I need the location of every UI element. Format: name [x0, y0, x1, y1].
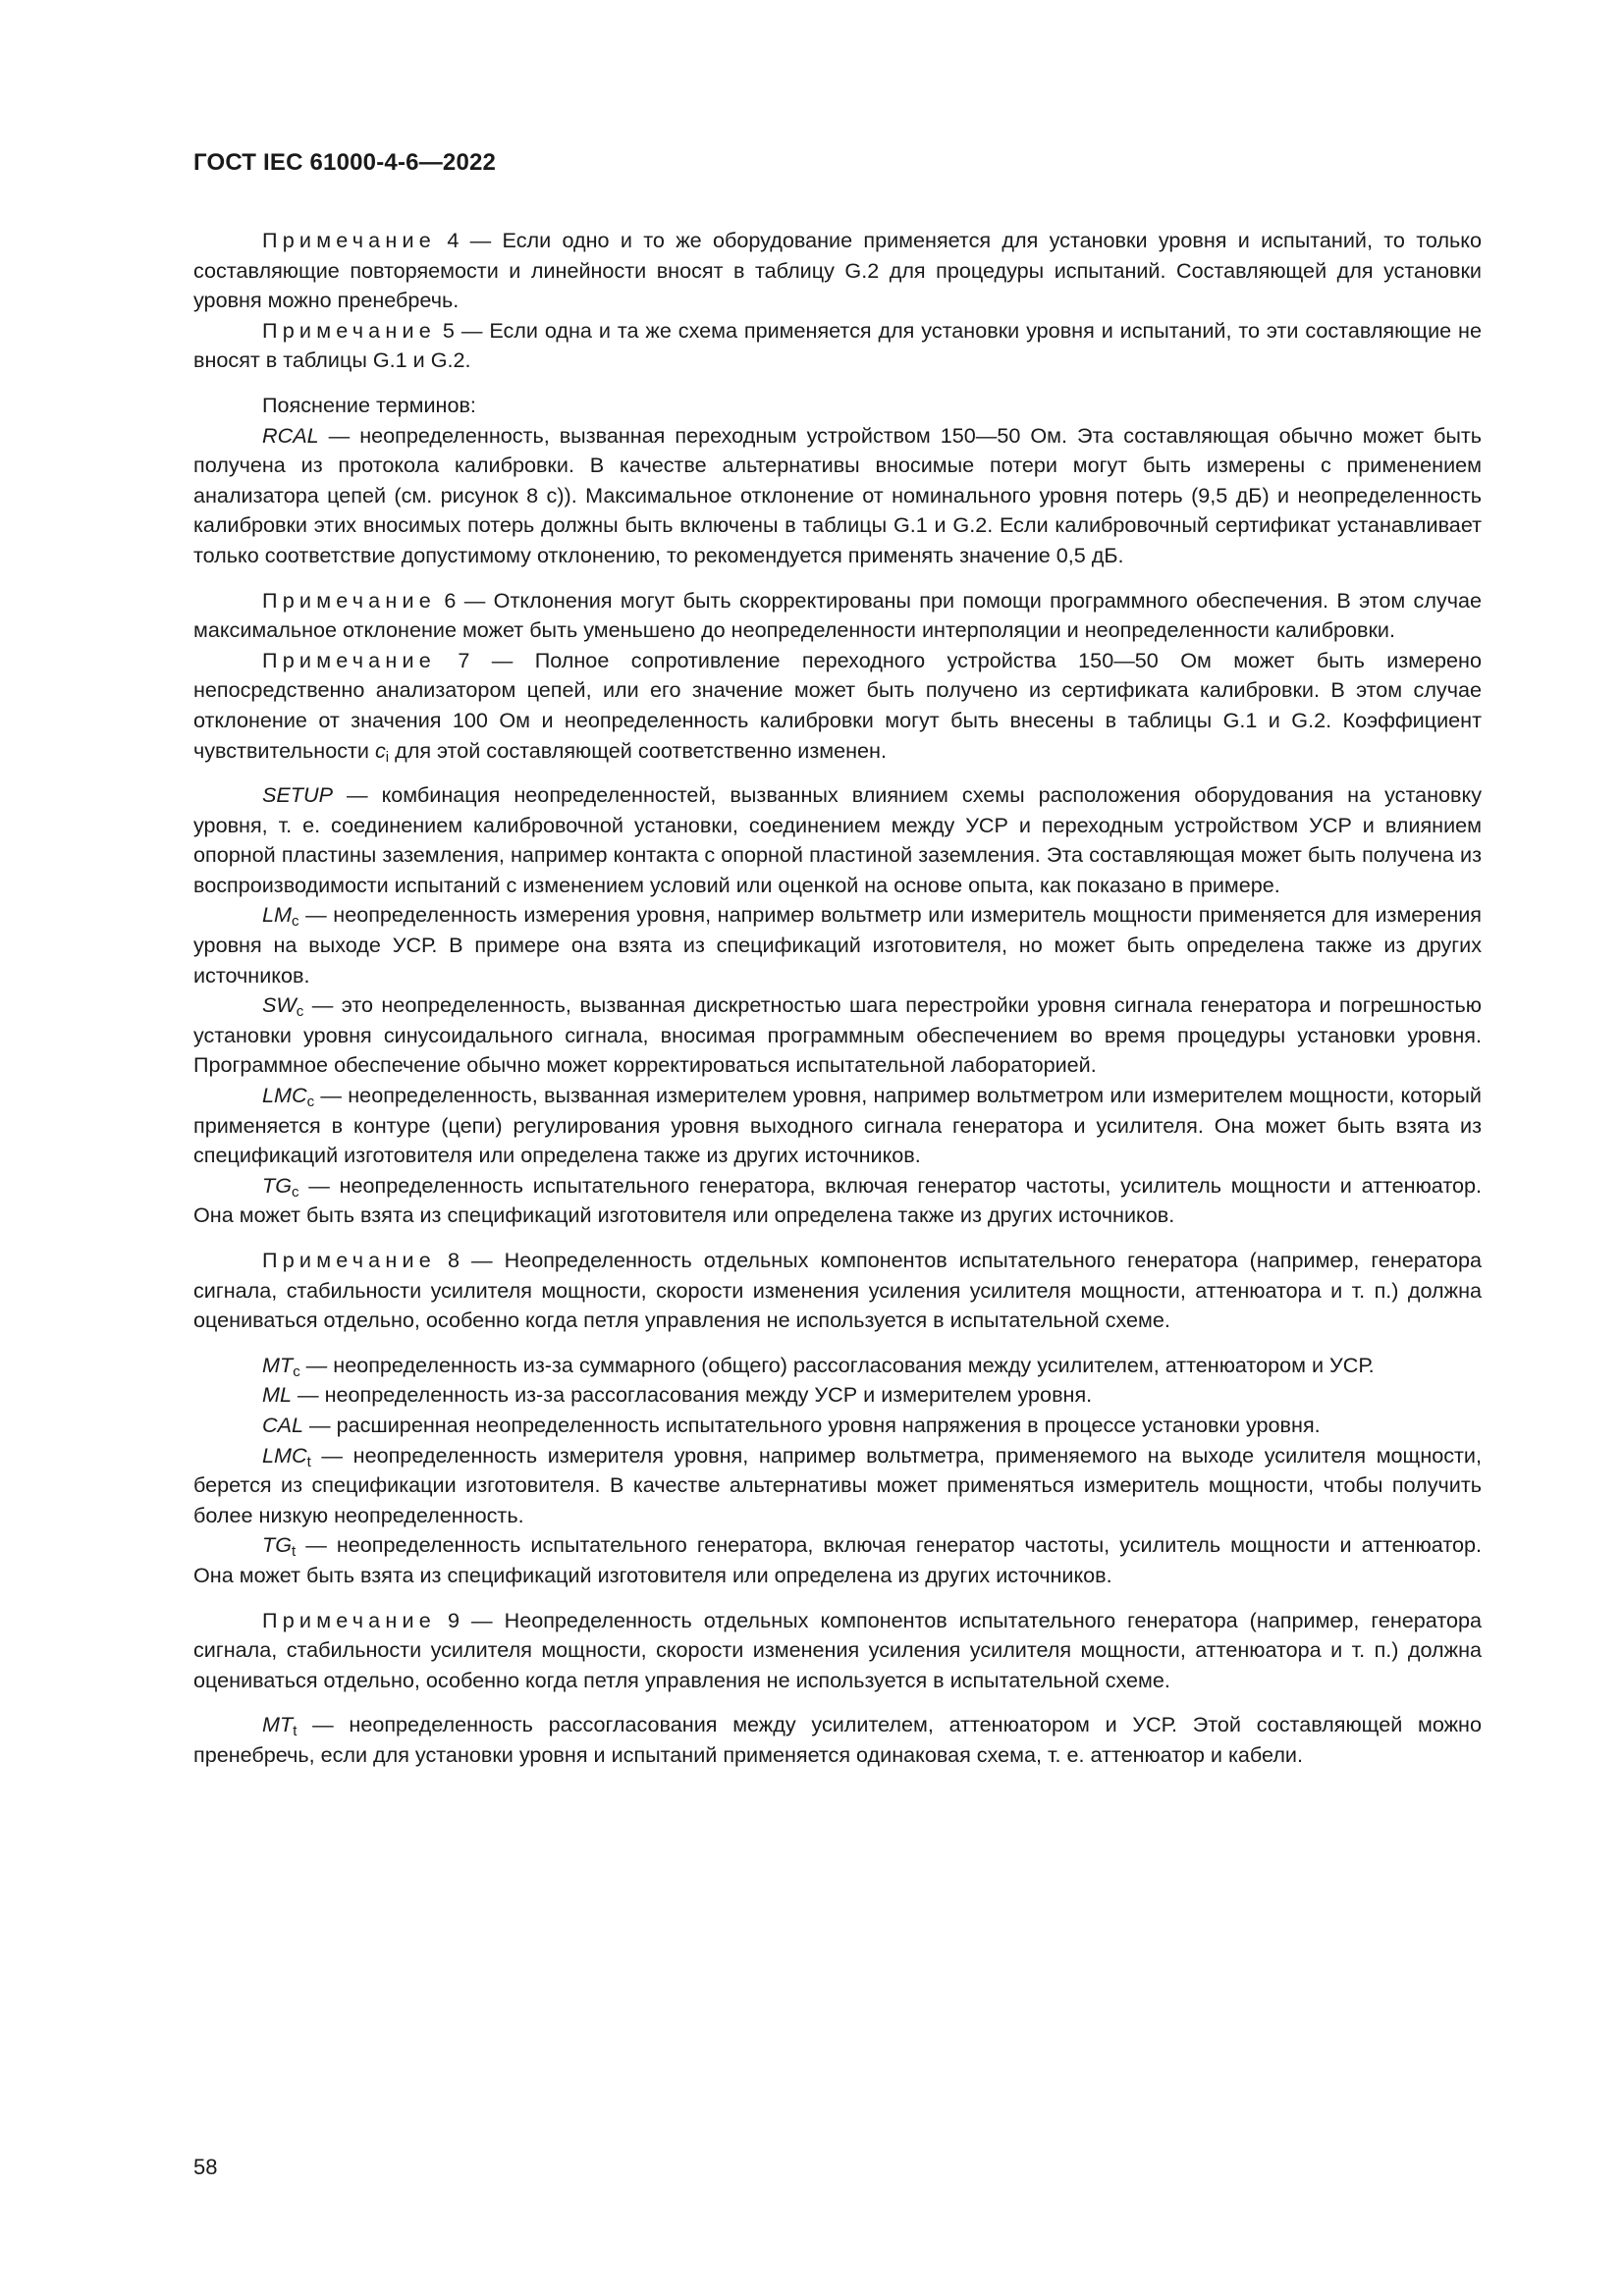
term-ml	[193, 1380, 1482, 1411]
term-symbol: ML	[262, 1382, 292, 1408]
term-text: — это неопределенность, вызванная дискретностью шага перестройки уровня сигнала генератора и погрешностью установки уровня синусоидального сигнала, вносимая программным обеспечением во время процедуры установки уровня. Программное обеспечение обычно может корректироваться испытательной лабораторией.	[193, 992, 1482, 1078]
term-swc	[193, 990, 1482, 1081]
term-text: — неопределенность измерителя уровня, например вольтметра, применяемого на выходе усилителя мощности, берется из спецификации изготовителя. В качестве альтернативы может применяться измеритель мощности, чтобы получить более низкую неопределенность.	[193, 1442, 1482, 1527]
term-text: — неопределенность из-за суммарного (общего) рассогласования между усилителем, аттенюатором и УСР.	[299, 1352, 1375, 1377]
term-symbol: $LMC_c$	[262, 1083, 315, 1111]
term-symbol: $MT_t$	[262, 1712, 298, 1740]
note-text: 5 — Если одна и та же схема применяется для установки уровня и испытаний, то эти составляющие не вносят в таблицы G.1 и G.2.	[193, 317, 1482, 373]
term-cal	[193, 1411, 1482, 1441]
term-mtc	[193, 1351, 1482, 1381]
term-tgt	[193, 1530, 1482, 1590]
term-symbol: $SW_c$	[262, 992, 304, 1021]
term-text: — комбинация неопределенностей, вызванных влиянием схемы расположения оборудования на установку уровня, т. е. соединением калибровочной установки, соединением между УСР и переходным устройством УСР и влиянием опорной пластины заземления, например контакта с опорной пластиной заземления. Эта составляющая может быть получена из воспроизводимости испытаний с изменением условий или оценкой на основе опыта, как показано в примере.	[193, 782, 1482, 897]
term-setup	[193, 780, 1482, 900]
term-lmct	[193, 1441, 1482, 1531]
note-8	[193, 1246, 1482, 1336]
coefficient-symbol: $c_i$	[374, 737, 390, 766]
term-symbol: CAL	[262, 1412, 304, 1437]
term-lmcc	[193, 1081, 1482, 1171]
note-5	[193, 316, 1482, 376]
term-text: — неопределенность, вызванная измерителем уровня, например вольтметром или измерителем мощности, который применяется в контуре (цепи) регулирования уровня выходного сигнала генератора и усилителя. Она может быть взята из спецификаций изготовителя или определена также из других источников.	[193, 1083, 1482, 1168]
term-rcal	[193, 421, 1482, 571]
term-symbol: $MT_c$	[262, 1352, 300, 1380]
note-label: Примечание	[262, 1607, 436, 1632]
note-label: Примечание	[262, 647, 436, 672]
note-7	[193, 646, 1482, 766]
term-symbol: $TG_c$	[262, 1172, 299, 1201]
document-body	[193, 226, 1482, 1771]
term-symbol: $LM_c$	[262, 902, 299, 931]
note-text: 9 — Неопределенность отдельных компонентов испытательного генератора (например, генератора сигнала, стабильности усилителя мощности, скорости изменения усиления усилителя мощности, аттенюатора и т. п.) должна оцениваться отдельно, особенно когда петля управления не используется в испытательной схеме.	[193, 1607, 1482, 1692]
term-text: — расширенная неопределенность испытательного уровня напряжения в процессе установки уровня.	[303, 1412, 1321, 1437]
note-label: Примечание	[262, 1248, 436, 1272]
note-4	[193, 226, 1482, 316]
term-symbol: SETUP	[262, 782, 333, 808]
note-text: 6 — Отклонения могут быть скорректированы при помощи программного обеспечения. В этом случае максимальное отклонение может быть уменьшено до неопределенности интерполяции и неопределенности калибровки.	[193, 587, 1482, 643]
note-label: Примечание	[262, 587, 436, 613]
term-mtt	[193, 1710, 1482, 1770]
term-symbol: $LMC_t$	[262, 1442, 311, 1470]
term-text: — неопределенность, вызванная переходным устройством 150—50 Ом. Эта составляющая обычно может быть получена из протокола калибровки. В качестве альтернативы вносимые потери могут быть измерены с применением анализатора цепей (см. рисунок 8 с)). Максимальное отклонение от номинального уровня потерь (9,5 дБ) и неопределенность калибровки этих вносимых потерь должны быть включены в таблицы G.1 и G.2. Если калибровочный сертификат устанавливает только соответствие допустимому отклонению, то рекомендуется применять значение 0,5 дБ.	[193, 422, 1482, 567]
note-text: 8 — Неопределенность отдельных компонентов испытательного генератора (например, генератора сигнала, стабильности усилителя мощности, скорости изменения усиления усилителя мощности, аттенюатора и т. п.) должна оцениваться отдельно, особенно когда петля управления не используется в испытательной схеме.	[193, 1248, 1482, 1333]
term-lmc	[193, 900, 1482, 990]
note-text-end: для этой составляющей соответственно изменен.	[389, 737, 887, 763]
term-text: — неопределенность рассогласования между усилителем, аттенюатором и УСР. Этой составляющей можно пренебречь, если для установки уровня и испытаний применяется одинаковая схема, т. е. аттенюатор и кабели.	[193, 1712, 1482, 1767]
note-text: 4 — Если одно и то же оборудование применяется для установки уровня и испытаний, то только составляющие повторяемости и линейности вносят в таблицу G.2 для процедуры испытаний. Составляющей для установки уровня можно пренебречь.	[193, 228, 1482, 313]
note-9	[193, 1606, 1482, 1696]
terms-heading: Пояснение терминов:	[262, 392, 476, 417]
page-number: 58	[193, 2155, 218, 2179]
term-text: — неопределенность испытательного генератора, включая генератор частоты, усилитель мощности и аттенюатор. Она может быть взята из спецификаций изготовителя или определена из других источников.	[193, 1532, 1482, 1587]
term-text: — неопределенность измерения уровня, например вольтметр или измеритель мощности применяется для измерения уровня на выходе УСР. В примере она взята из спецификаций изготовителя, но может быть определена также из других источников.	[193, 902, 1482, 988]
term-text: — неопределенность испытательного генератора, включая генератор частоты, усилитель мощности и аттенюатор. Она может быть взята из спецификаций изготовителя или определена также из других источников.	[193, 1172, 1482, 1228]
term-tgc	[193, 1171, 1482, 1231]
document-header: ГОСТ IEC 61000-4-6—2022	[193, 149, 497, 176]
term-text: — неопределенность из-за рассогласования между УСР и измерителем уровня.	[292, 1382, 1093, 1408]
term-symbol: RCAL	[262, 422, 319, 448]
note-label: Примечание	[262, 317, 436, 343]
term-symbol: $TG_t$	[262, 1532, 297, 1561]
note-6	[193, 586, 1482, 646]
note-text: 7 — Полное сопротивление переходного устройства 150—50 Ом может быть измерено непосредственно анализатором цепей, или его значение может быть получено из сертификата калибровки. В этом случае отклонение от значения 100 Ом и неопределенность калибровки могут быть внесены в таблицы G.1 и G.2. Коэффициент чувствительности	[193, 647, 1482, 763]
note-label: Примечание	[262, 228, 436, 252]
